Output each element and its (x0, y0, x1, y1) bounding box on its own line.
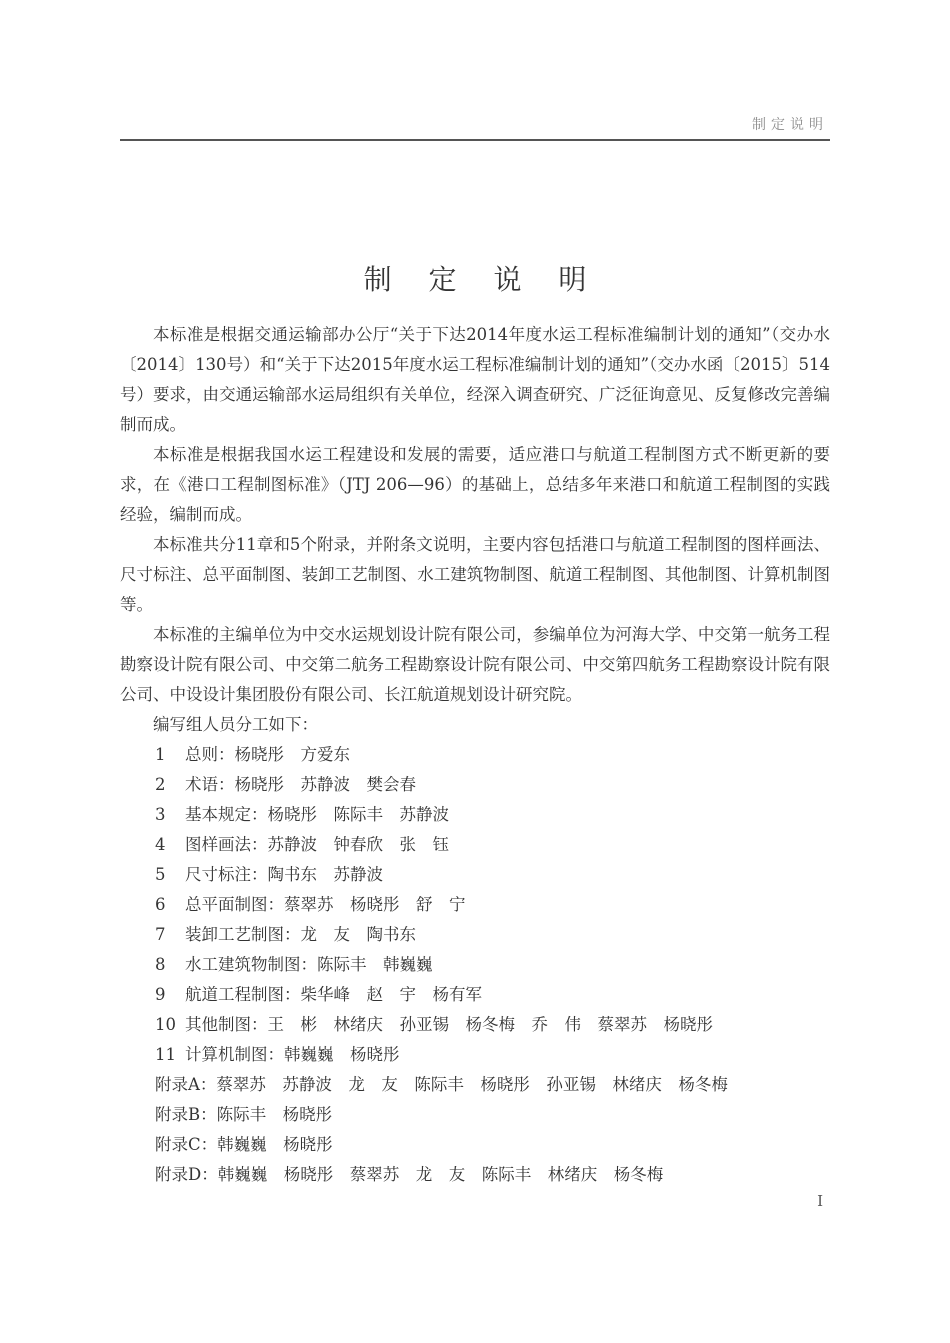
staff-item-number: 3 (155, 805, 166, 824)
staff-item (120, 980, 830, 1010)
running-head: 制定说明 (752, 117, 828, 133)
staff-item (120, 1040, 830, 1070)
staff-item (120, 950, 830, 980)
staff-item-text: 图样画法：苏静波 钟春欣 张 钰 (185, 835, 449, 854)
staff-item (120, 830, 830, 860)
paragraph-4: 本标准的主编单位为中交水运规划设计院有限公司，参编单位为河海大学、中交第一航务工程勘察设计院有限公司、中交第二航务工程勘察设计院有限公司、中交第四航务工程勘察设计院有限公司、中设设计集团股份有限公司、长江航道规划设计研究院。 (120, 625, 830, 704)
staff-item-text: 总则：杨晓彤 方爱东 (185, 745, 350, 764)
staff-item-text: 尺寸标注：陶书东 苏静波 (185, 865, 383, 884)
staff-item (120, 1010, 830, 1040)
staff-item (120, 890, 830, 920)
staff-item (120, 740, 830, 770)
staff-list (120, 740, 830, 1190)
appendix-staff-item: 附录A：蔡翠苏 苏静波 龙 友 陈际丰 杨晓彤 孙亚锡 林绪庆 杨冬梅 (155, 1075, 728, 1094)
paragraph-2: 本标准是根据我国水运工程建设和发展的需要，适应港口与航道工程制图方式不断更新的要求，在《港口工程制图标准》（JTJ 206—96）的基础上，总结多年来港口和航道工程制图的实践经验，编制而成。 (120, 445, 830, 524)
staff-item-number: 5 (155, 865, 166, 884)
appendix-staff-item: 附录D：韩巍巍 杨晓彤 蔡翠苏 龙 友 陈际丰 林绪庆 杨冬梅 (155, 1165, 664, 1184)
staff-item-number: 8 (155, 955, 166, 974)
staff-item-number: 4 (155, 835, 166, 854)
staff-item-text: 总平面制图：蔡翠苏 杨晓彤 舒 宁 (185, 895, 466, 914)
paragraph-1: 本标准是根据交通运输部办公厅“关于下达2014年度水运工程标准编制计划的通知”（交办水〔2014〕130号）和“关于下达2015年度水运工程标准编制计划的通知”（交办水函〔2015〕514号）要求，由交通运输部水运局组织有关单位，经深入调查研究、广泛征询意见、反复修改完善编制而成。 (120, 325, 830, 434)
staff-item-text: 术语：杨晓彤 苏静波 樊会春 (185, 775, 416, 794)
staff-item-number: 6 (155, 895, 166, 914)
staff-item-text: 装卸工艺制图：龙 友 陶书东 (185, 925, 416, 944)
staff-item-number: 1 (155, 745, 166, 764)
staff-item (120, 770, 830, 800)
staff-item (120, 920, 830, 950)
staff-item-number: 2 (155, 775, 166, 794)
staff-item-text: 航道工程制图：柴华峰 赵 宇 杨有军 (185, 985, 482, 1004)
page-number: I (817, 1192, 823, 1210)
staff-item-number: 7 (155, 925, 166, 944)
staff-item-number: 9 (155, 985, 166, 1004)
staff-item-number: 10 (155, 1015, 176, 1034)
staff-item (120, 860, 830, 890)
paragraph-3: 本标准共分11章和5个附录，并附条文说明，主要内容包括港口与航道工程制图的图样画法、尺寸标注、总平面制图、装卸工艺制图、水工建筑物制图、航道工程制图、其他制图、计算机制图等。 (120, 535, 830, 614)
staff-item (120, 800, 830, 830)
staff-item-text: 其他制图：王 彬 林绪庆 孙亚锡 杨冬梅 乔 伟 蔡翠苏 杨晓彤 (185, 1015, 713, 1034)
staff-item-text: 水工建筑物制图：陈际丰 韩巍巍 (185, 955, 433, 974)
staff-intro: 编写组人员分工如下： (153, 715, 318, 734)
header-rule (120, 139, 830, 141)
document-body (120, 320, 830, 1190)
staff-item-number: 11 (155, 1045, 176, 1064)
staff-item-text: 基本规定：杨晓彤 陈际丰 苏静波 (185, 805, 449, 824)
page-title: 制 定 说 明 (363, 263, 601, 296)
appendix-staff-item: 附录C：韩巍巍 杨晓彤 (155, 1135, 333, 1154)
appendix-staff-item: 附录B：陈际丰 杨晓彤 (155, 1105, 333, 1124)
staff-item-text: 计算机制图：韩巍巍 杨晓彤 (185, 1045, 400, 1064)
